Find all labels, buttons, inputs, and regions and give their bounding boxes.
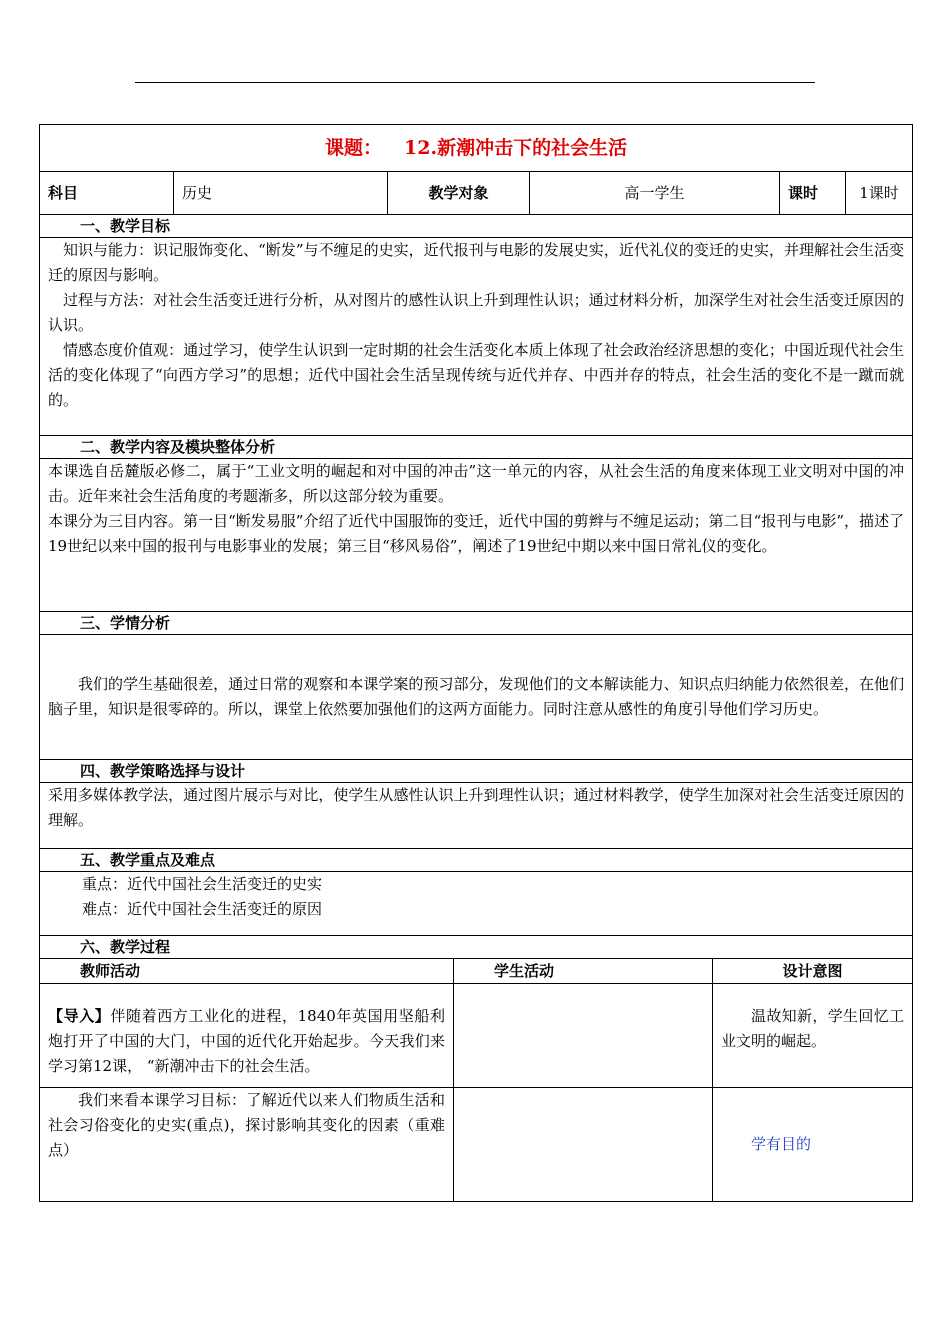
intro-tag: 【导入】 xyxy=(48,1007,111,1025)
content-source: 本课选自岳麓版必修二，属于“工业文明的崛起和对中国的冲击”这一单元的内容，从社会生活的角度来体现工业文明对中国的冲击。近年来社会生活角度的考题渐多，所以这部分较为重要。 xyxy=(48,462,905,505)
goals-values: 情感态度价值观：通过学习，使学生认识到一定时期的社会生活变化本质上体现了社会政治经济思想的变化；中国近现代社会生活的变化体现了“向西方学习”的思想；近代中国社会生活呈现传统与近代并存、中西并存的特点，社会生活的变化不是一蹴而就的。 xyxy=(48,341,905,409)
section-body-students xyxy=(40,635,913,760)
student-activity-cell xyxy=(454,1088,713,1202)
teacher-activity-text: 伴随着西方工业化的进程，1840年英国用坚船利炮打开了中国的大门，中国的近代化开始起步。今天我们来学习第12课， “新潮冲击下的社会生活。 xyxy=(48,1007,445,1075)
section-heading-goals: 一、教学目标 xyxy=(40,215,913,238)
teacher-activity-text: 我们来看本课学习目标：了解近代以来人们物质生活和社会习俗变化的史实(重点)，探讨影响其变化的因素（重难点） xyxy=(48,1091,445,1159)
goals-method: 过程与方法：对社会生活变迁进行分析，从对图片的感性认识上升到理性认识；通过材料分析，加深学生对社会生活变迁原因的认识。 xyxy=(48,291,905,334)
title-label: 课题： xyxy=(325,136,383,159)
hours-value: 1课时 xyxy=(846,172,913,215)
header-rule xyxy=(135,82,815,83)
subject-label: 科目 xyxy=(40,172,174,215)
column-header-teacher: 教师活动 xyxy=(40,959,454,984)
section-body-strategy xyxy=(40,783,913,849)
section-body-focus xyxy=(40,872,913,936)
focus-key: 重点：近代中国社会生活变迁的史实 xyxy=(82,875,323,893)
lesson-plan-table xyxy=(39,124,913,1202)
section-heading-content: 二、教学内容及模块整体分析 xyxy=(40,436,913,459)
strategy-text: 采用多媒体教学法，通过图片展示与对比，使学生从感性认识上升到理性认识；通过材料教学，使学生加深对社会生活变迁原因的理解。 xyxy=(48,786,905,829)
section-body-content xyxy=(40,459,913,612)
content-structure: 本课分为三目内容。第一目“断发易服”介绍了近代中国服饰的变迁，近代中国的剪辫与不缠足运动；第二目“报刊与电影”，描述了19世纪以来中国的报刊与电影事业的发展；第三目“移风易俗”，阐述了19世纪中期以来中国日常礼仪的变化。 xyxy=(48,512,905,555)
column-header-student: 学生活动 xyxy=(454,959,713,984)
design-intent-text: 学有目的 xyxy=(751,1135,812,1153)
section-heading-process: 六、教学过程 xyxy=(40,936,913,959)
section-heading-strategy: 四、教学策略选择与设计 xyxy=(40,760,913,783)
page-title xyxy=(40,125,913,172)
students-analysis: 我们的学生基础很差，通过日常的观察和本课学案的预习部分，发现他们的文本解读能力、知识点归纳能力依然很差，在他们脑子里，知识是很零碎的。所以，课堂上依然要加强他们的这两方面能力。同时注意从感性的角度引导他们学习历史。 xyxy=(48,675,905,718)
column-header-design: 设计意图 xyxy=(713,959,913,984)
design-intent-cell xyxy=(713,1088,913,1202)
section-heading-focus: 五、教学重点及难点 xyxy=(40,849,913,872)
audience-label: 教学对象 xyxy=(388,172,530,215)
design-intent-text: 温故知新，学生回忆工业文明的崛起。 xyxy=(721,1007,905,1050)
focus-difficult: 难点：近代中国社会生活变迁的原因 xyxy=(82,900,323,918)
student-activity-cell xyxy=(454,984,713,1088)
goals-knowledge: 知识与能力：识记服饰变化、“断发”与不缠足的史实，近代报刊与电影的发展史实，近代礼仪的变迁的史实，并理解社会生活变迁的原因与影响。 xyxy=(48,241,905,284)
subject-value: 历史 xyxy=(174,172,388,215)
table-row xyxy=(40,984,913,1088)
title-text: 12.新潮冲击下的社会生活 xyxy=(404,136,628,159)
teacher-activity-cell xyxy=(40,984,454,1088)
section-body-goals xyxy=(40,238,913,436)
table-row xyxy=(40,1088,913,1202)
design-intent-cell xyxy=(713,984,913,1088)
section-heading-students: 三、学情分析 xyxy=(40,612,913,635)
hours-label: 课时 xyxy=(780,172,846,215)
audience-value: 高一学生 xyxy=(530,172,780,215)
teacher-activity-cell xyxy=(40,1088,454,1202)
